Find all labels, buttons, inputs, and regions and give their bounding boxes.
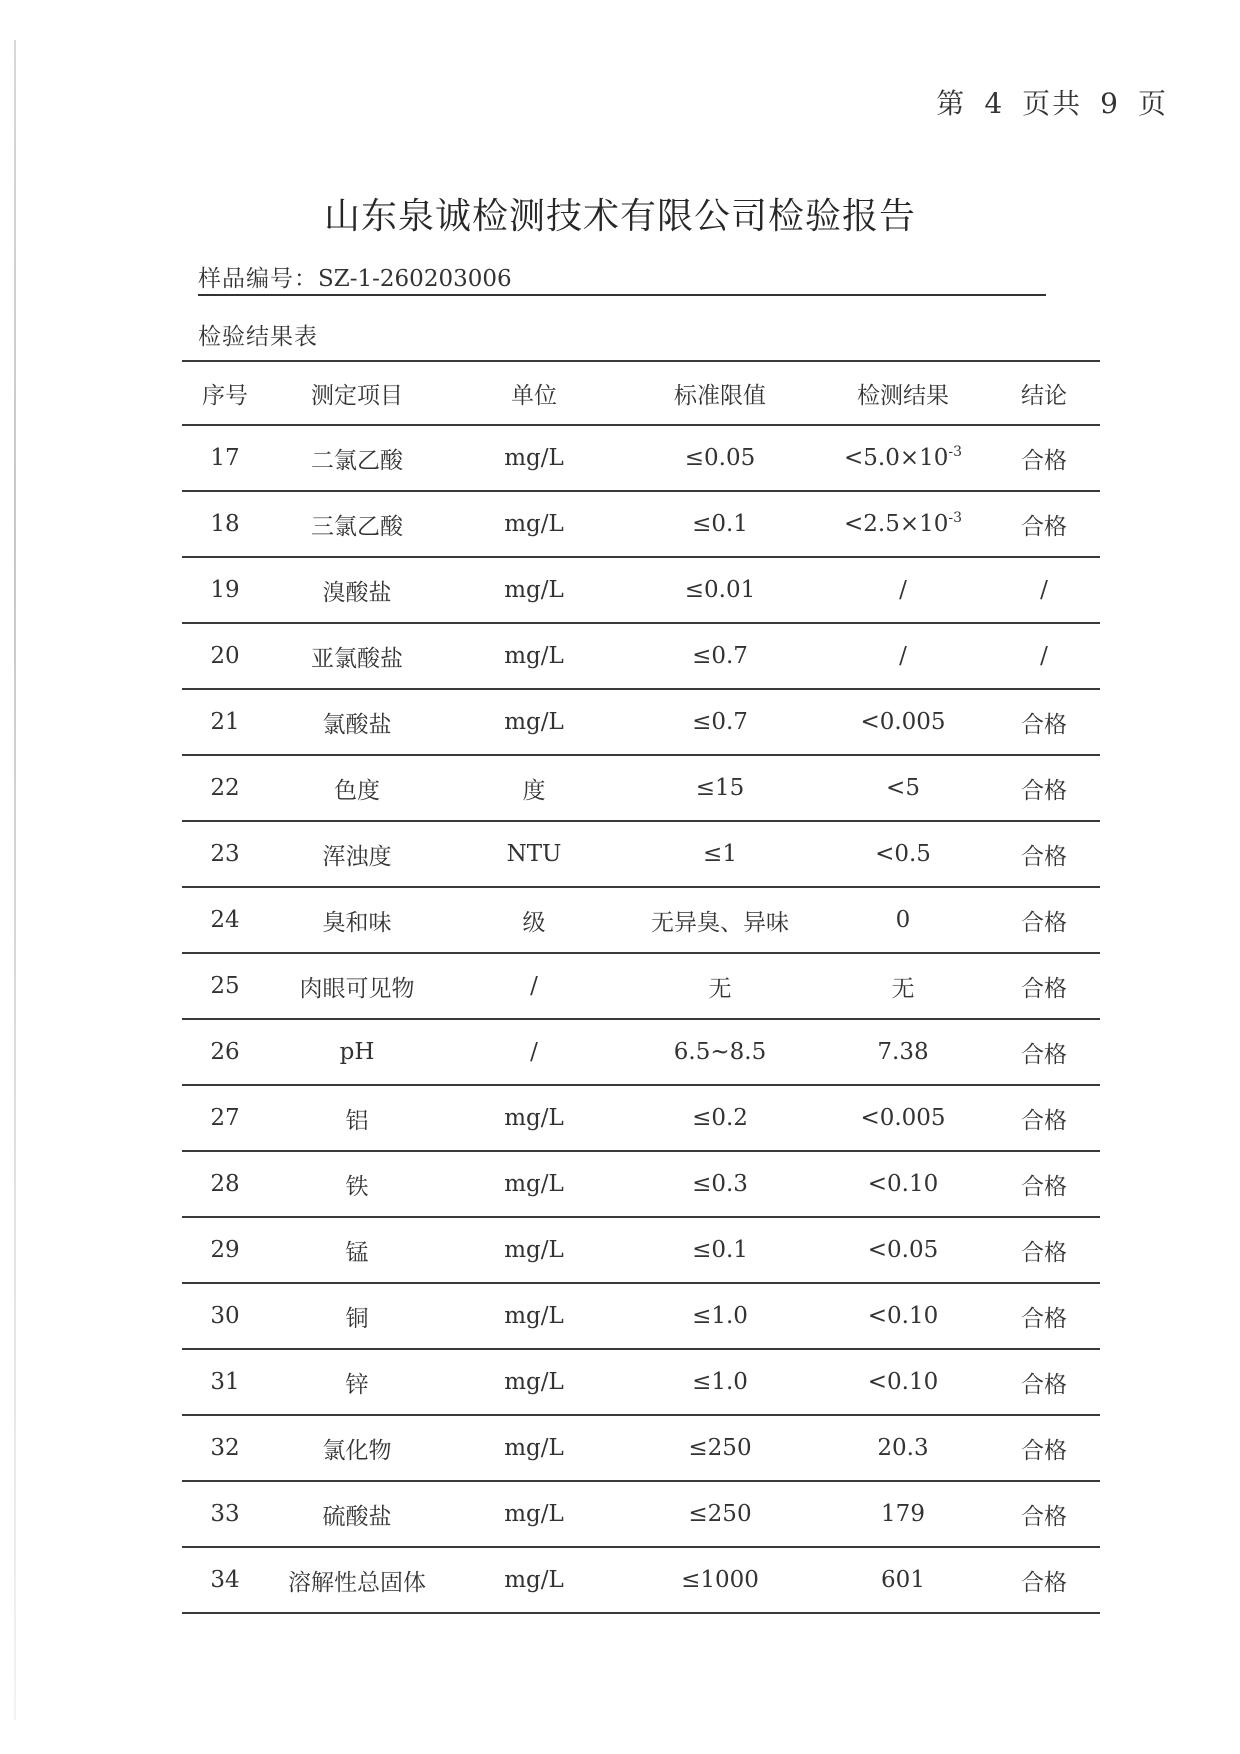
cell-conclusion-text: / <box>1040 643 1048 669</box>
cell-no <box>182 491 268 557</box>
cell-limit-text: ≤0.05 <box>684 445 756 471</box>
cell-result <box>818 887 988 953</box>
cell-item <box>268 1217 446 1283</box>
cell-item-text: 二氯乙酸 <box>311 447 403 474</box>
report-title: 山东泉诚检测技术有限公司检验报告 <box>323 196 916 237</box>
cell-conclusion <box>988 623 1100 689</box>
cell-result <box>818 689 988 755</box>
cell-conclusion <box>988 953 1100 1019</box>
cell-result-text: <0.10 <box>867 1303 939 1329</box>
cell-no <box>182 557 268 623</box>
cell-result <box>818 821 988 887</box>
cell-limit-text: ≤250 <box>688 1501 752 1527</box>
cell-unit-text: mg/L <box>504 1567 564 1593</box>
cell-result-text: 7.38 <box>877 1039 929 1065</box>
table-row <box>182 1547 1100 1613</box>
cell-unit <box>446 623 622 689</box>
cell-unit <box>446 1481 622 1547</box>
cell-limit <box>622 425 818 491</box>
cell-item <box>268 887 446 953</box>
cell-unit <box>446 1019 622 1085</box>
cell-limit <box>622 1349 818 1415</box>
cell-conclusion <box>988 1481 1100 1547</box>
header-unit: 单位 <box>446 361 622 425</box>
results-table <box>182 360 1100 1614</box>
cell-item <box>268 425 446 491</box>
cell-result-text: <2.5×10 <box>843 511 949 537</box>
cell-item <box>268 1349 446 1415</box>
cell-conclusion-text: 合格 <box>1021 843 1067 870</box>
header-no: 序号 <box>182 361 268 425</box>
cell-result-text: <5.0×10 <box>843 445 949 471</box>
cell-result-text: / <box>899 643 907 669</box>
table-row <box>182 1085 1100 1151</box>
cell-item <box>268 1481 446 1547</box>
cell-conclusion-text: 合格 <box>1021 1173 1067 1200</box>
cell-no <box>182 1019 268 1085</box>
cell-item <box>268 1019 446 1085</box>
cell-item <box>268 755 446 821</box>
cell-result-text: 0 <box>895 907 911 933</box>
table-row <box>182 425 1100 491</box>
cell-unit-text: mg/L <box>504 1501 564 1527</box>
cell-no <box>182 1415 268 1481</box>
cell-limit-text: ≤0.7 <box>692 643 748 669</box>
cell-conclusion <box>988 491 1100 557</box>
cell-conclusion <box>988 821 1100 887</box>
cell-unit-text: mg/L <box>504 709 564 735</box>
cell-unit-text: 级 <box>522 909 546 936</box>
cell-limit <box>622 1415 818 1481</box>
cell-item-text: 溶解性总固体 <box>288 1569 426 1596</box>
table-row <box>182 953 1100 1019</box>
cell-item-text: 臭和味 <box>322 909 392 936</box>
cell-conclusion <box>988 1151 1100 1217</box>
cell-limit <box>622 557 818 623</box>
table-row <box>182 491 1100 557</box>
cell-no <box>182 1481 268 1547</box>
cell-result-text: <0.005 <box>860 709 946 735</box>
cell-no <box>182 1151 268 1217</box>
table-row <box>182 623 1100 689</box>
cell-item <box>268 689 446 755</box>
cell-result <box>818 491 988 557</box>
cell-conclusion <box>988 1019 1100 1085</box>
cell-unit-text: mg/L <box>504 1303 564 1329</box>
cell-result <box>818 1217 988 1283</box>
cell-item <box>268 491 446 557</box>
header-result: 检测结果 <box>818 361 988 425</box>
cell-limit <box>622 953 818 1019</box>
cell-unit-text: mg/L <box>504 643 564 669</box>
cell-result-text: <0.05 <box>867 1237 939 1263</box>
cell-item-text: 溴酸盐 <box>322 579 392 606</box>
cell-result <box>818 557 988 623</box>
cell-item-text: 铜 <box>345 1305 369 1332</box>
cell-conclusion <box>988 557 1100 623</box>
cell-limit <box>622 821 818 887</box>
cell-unit <box>446 1151 622 1217</box>
cell-no <box>182 1349 268 1415</box>
cell-limit-text: 6.5~8.5 <box>673 1039 767 1065</box>
cell-conclusion-text: 合格 <box>1021 1569 1067 1596</box>
cell-unit-text: mg/L <box>504 445 564 471</box>
cell-no-text: 30 <box>210 1303 240 1329</box>
cell-no-text: 27 <box>210 1105 240 1131</box>
cell-conclusion-text: 合格 <box>1021 975 1067 1002</box>
cell-item-text: 硫酸盐 <box>322 1503 392 1530</box>
cell-no-text: 33 <box>210 1501 240 1527</box>
cell-unit <box>446 491 622 557</box>
cell-result-text: <0.005 <box>860 1105 946 1131</box>
cell-conclusion-text: 合格 <box>1021 447 1067 474</box>
cell-conclusion <box>988 1547 1100 1613</box>
sample-number <box>198 260 1046 296</box>
table-caption: 检验结果表 <box>198 324 318 350</box>
cell-no <box>182 1085 268 1151</box>
cell-unit-text: 度 <box>522 777 546 804</box>
result-exponent: -3 <box>948 444 963 460</box>
cell-limit-text: ≤0.01 <box>684 577 756 603</box>
cell-item-text: 三氯乙酸 <box>311 513 403 540</box>
cell-no-text: 19 <box>210 577 240 603</box>
cell-limit <box>622 1481 818 1547</box>
cell-limit-text: ≤1.0 <box>692 1303 748 1329</box>
cell-conclusion-text: 合格 <box>1021 1239 1067 1266</box>
cell-item-text: 亚氯酸盐 <box>311 645 403 672</box>
cell-no-text: 20 <box>210 643 240 669</box>
table-row <box>182 1481 1100 1547</box>
cell-result <box>818 1415 988 1481</box>
cell-conclusion <box>988 1415 1100 1481</box>
cell-conclusion <box>988 1283 1100 1349</box>
cell-unit <box>446 755 622 821</box>
cell-limit-text: 无 <box>708 975 732 1002</box>
cell-conclusion-text: 合格 <box>1021 1041 1067 1068</box>
cell-result <box>818 425 988 491</box>
cell-item-text: 色度 <box>334 777 380 804</box>
cell-unit <box>446 1283 622 1349</box>
cell-result-text: 601 <box>881 1567 925 1593</box>
table-row <box>182 887 1100 953</box>
cell-limit-text: ≤15 <box>695 775 745 801</box>
cell-limit-text: ≤0.7 <box>692 709 748 735</box>
cell-unit <box>446 425 622 491</box>
cell-conclusion-text: 合格 <box>1021 513 1067 540</box>
cell-no-text: 32 <box>210 1435 240 1461</box>
cell-item-text: 肉眼可见物 <box>299 975 415 1002</box>
cell-no-text: 23 <box>210 841 240 867</box>
cell-conclusion-text: 合格 <box>1021 1305 1067 1332</box>
cell-no-text: 22 <box>210 775 240 801</box>
header-limit: 标准限值 <box>622 361 818 425</box>
cell-limit-text: ≤1000 <box>681 1567 759 1593</box>
cell-unit-text: NTU <box>506 841 562 867</box>
cell-item <box>268 1547 446 1613</box>
cell-limit <box>622 1217 818 1283</box>
cell-no <box>182 821 268 887</box>
cell-no-text: 24 <box>210 907 240 933</box>
cell-limit <box>622 755 818 821</box>
cell-no-text: 31 <box>210 1369 240 1395</box>
result-exponent: -3 <box>948 510 963 526</box>
cell-limit-text: ≤0.2 <box>692 1105 748 1131</box>
table-body <box>182 425 1100 1613</box>
cell-limit-text: ≤0.1 <box>692 1237 748 1263</box>
cell-unit <box>446 821 622 887</box>
cell-result <box>818 1349 988 1415</box>
cell-no <box>182 689 268 755</box>
cell-conclusion-text: 合格 <box>1021 1107 1067 1134</box>
cell-conclusion <box>988 755 1100 821</box>
cell-item-text: 氯酸盐 <box>322 711 392 738</box>
cell-limit-text: ≤0.3 <box>692 1171 748 1197</box>
cell-item-text: 锌 <box>345 1371 369 1398</box>
table-row <box>182 821 1100 887</box>
cell-unit-text: / <box>530 973 538 999</box>
cell-conclusion-text: 合格 <box>1021 1437 1067 1464</box>
table-header-row <box>182 361 1100 425</box>
cell-conclusion-text: 合格 <box>1021 1503 1067 1530</box>
cell-item <box>268 953 446 1019</box>
table-row <box>182 1415 1100 1481</box>
cell-limit-text: 无异臭、异味 <box>651 909 789 936</box>
cell-unit <box>446 1415 622 1481</box>
cell-conclusion <box>988 689 1100 755</box>
cell-limit <box>622 1085 818 1151</box>
cell-result-text: <0.10 <box>867 1369 939 1395</box>
cell-conclusion <box>988 887 1100 953</box>
cell-item-text: 氯化物 <box>322 1437 392 1464</box>
cell-no <box>182 623 268 689</box>
cell-conclusion-text: / <box>1040 577 1048 603</box>
cell-unit-text: mg/L <box>504 511 564 537</box>
cell-result <box>818 755 988 821</box>
cell-result-text: / <box>899 577 907 603</box>
page-number: 第 4 页共 9 页 <box>936 87 1168 120</box>
cell-item-text: pH <box>339 1039 375 1065</box>
cell-no-text: 29 <box>210 1237 240 1263</box>
cell-result <box>818 1085 988 1151</box>
table-row <box>182 1283 1100 1349</box>
cell-no-text: 21 <box>210 709 240 735</box>
cell-item-text: 浑浊度 <box>322 843 392 870</box>
cell-no-text: 18 <box>210 511 240 537</box>
cell-unit <box>446 1085 622 1151</box>
table-row <box>182 1217 1100 1283</box>
cell-limit <box>622 689 818 755</box>
cell-no-text: 25 <box>210 973 240 999</box>
cell-result <box>818 1283 988 1349</box>
cell-no-text: 17 <box>210 445 240 471</box>
cell-limit <box>622 491 818 557</box>
cell-limit-text: ≤1.0 <box>692 1369 748 1395</box>
cell-unit <box>446 887 622 953</box>
cell-no-text: 34 <box>210 1567 240 1593</box>
cell-item <box>268 1151 446 1217</box>
cell-limit <box>622 1019 818 1085</box>
table-row <box>182 755 1100 821</box>
cell-result-text: 无 <box>891 975 915 1002</box>
cell-limit <box>622 1283 818 1349</box>
cell-limit <box>622 887 818 953</box>
cell-conclusion <box>988 1349 1100 1415</box>
cell-result <box>818 623 988 689</box>
cell-unit <box>446 1547 622 1613</box>
cell-unit <box>446 689 622 755</box>
cell-no <box>182 1547 268 1613</box>
cell-unit-text: mg/L <box>504 1435 564 1461</box>
cell-unit-text: mg/L <box>504 1237 564 1263</box>
cell-item-text: 锰 <box>345 1239 369 1266</box>
table-row <box>182 1349 1100 1415</box>
cell-unit <box>446 953 622 1019</box>
cell-no <box>182 755 268 821</box>
cell-conclusion-text: 合格 <box>1021 777 1067 804</box>
cell-item <box>268 1415 446 1481</box>
cell-no <box>182 953 268 1019</box>
table-row <box>182 1151 1100 1217</box>
cell-item <box>268 1085 446 1151</box>
cell-item <box>268 1283 446 1349</box>
cell-limit <box>622 1547 818 1613</box>
header-conclusion: 结论 <box>988 361 1100 425</box>
cell-result <box>818 1547 988 1613</box>
cell-item <box>268 821 446 887</box>
cell-no-text: 28 <box>210 1171 240 1197</box>
cell-result-text: <0.10 <box>867 1171 939 1197</box>
cell-no <box>182 1283 268 1349</box>
cell-result-text: 20.3 <box>877 1435 929 1461</box>
cell-unit-text: mg/L <box>504 1369 564 1395</box>
cell-unit <box>446 557 622 623</box>
cell-item-text: 铝 <box>345 1107 369 1134</box>
cell-unit <box>446 1349 622 1415</box>
cell-result <box>818 1019 988 1085</box>
cell-no <box>182 1217 268 1283</box>
cell-item <box>268 557 446 623</box>
cell-result-text: 179 <box>881 1501 925 1527</box>
cell-no <box>182 887 268 953</box>
header-item: 测定项目 <box>268 361 446 425</box>
cell-result <box>818 1481 988 1547</box>
cell-no-text: 26 <box>210 1039 240 1065</box>
cell-limit-text: ≤250 <box>688 1435 752 1461</box>
cell-unit-text: mg/L <box>504 1171 564 1197</box>
sample-number-label: 样品编号： <box>198 266 318 292</box>
table-row <box>182 1019 1100 1085</box>
table-row <box>182 557 1100 623</box>
cell-result-text: <5 <box>886 775 920 801</box>
cell-conclusion <box>988 425 1100 491</box>
cell-conclusion-text: 合格 <box>1021 1371 1067 1398</box>
cell-unit-text: mg/L <box>504 1105 564 1131</box>
cell-result-text: <0.5 <box>875 841 931 867</box>
cell-limit <box>622 1151 818 1217</box>
cell-result <box>818 953 988 1019</box>
cell-conclusion <box>988 1217 1100 1283</box>
cell-unit-text: / <box>530 1039 538 1065</box>
cell-item <box>268 623 446 689</box>
cell-conclusion-text: 合格 <box>1021 711 1067 738</box>
cell-no <box>182 425 268 491</box>
table-row <box>182 689 1100 755</box>
cell-limit-text: ≤0.1 <box>692 511 748 537</box>
cell-unit <box>446 1217 622 1283</box>
cell-limit <box>622 623 818 689</box>
cell-result <box>818 1151 988 1217</box>
sample-number-value: SZ-1-260203006 <box>318 266 512 292</box>
scan-edge-shadow <box>14 40 16 1720</box>
cell-unit-text: mg/L <box>504 577 564 603</box>
cell-conclusion <box>988 1085 1100 1151</box>
cell-item-text: 铁 <box>345 1173 369 1200</box>
cell-limit-text: ≤1 <box>703 841 737 867</box>
cell-conclusion-text: 合格 <box>1021 909 1067 936</box>
